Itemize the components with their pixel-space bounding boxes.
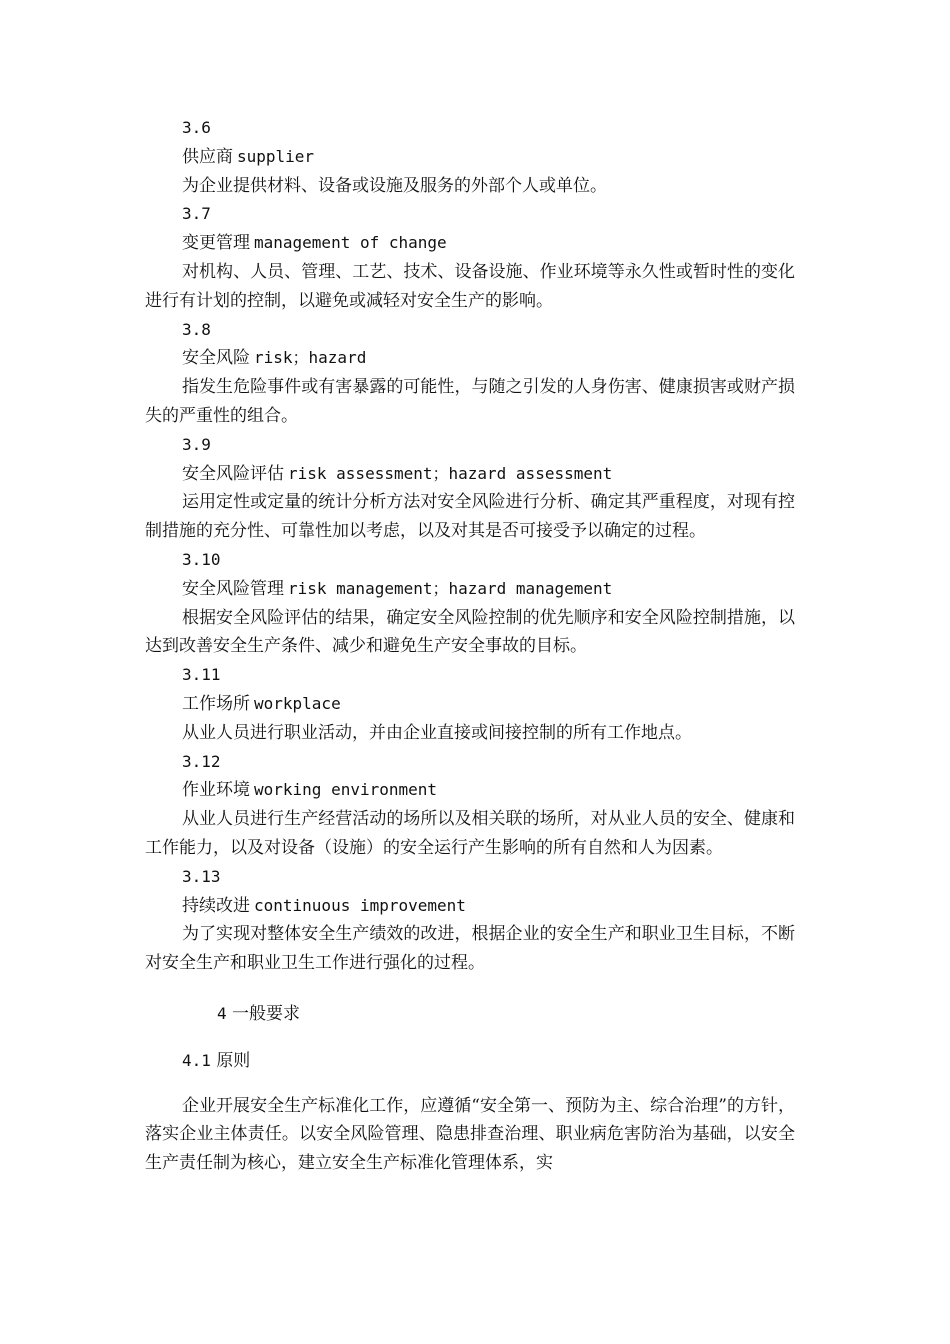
term-chinese: 作业环境 xyxy=(182,780,250,801)
term-definition: 根据安全风险评估的结果，确定安全风险控制的优先顺序和安全风险控制措施，以达到改善安全生产条件、减少和避免生产安全事故的目标。 xyxy=(145,607,795,657)
term-definition: 为企业提供材料、设备或设施及服务的外部个人或单位。 xyxy=(182,175,607,196)
term-entry xyxy=(145,661,795,747)
term-entry xyxy=(145,316,795,431)
term-english: working environment xyxy=(254,780,438,800)
term-chinese: 供应商 xyxy=(182,146,233,167)
term-english: management of change xyxy=(254,233,447,253)
term-heading xyxy=(145,143,795,172)
term-definition: 指发生危险事件或有害暴露的可能性，与随之引发的人身伤害、健康损害或财产损失的严重性的组合。 xyxy=(145,377,795,426)
term-english: workplace xyxy=(254,693,341,713)
term-english: risk assessment；hazard assessment xyxy=(288,463,613,483)
term-number: 3.8 xyxy=(182,319,211,339)
term-chinese: 安全风险 xyxy=(182,348,250,369)
term-definition: 从业人员进行职业活动，并由企业直接或间接控制的所有工作地点。 xyxy=(182,722,692,743)
term-entry xyxy=(145,546,795,661)
term-english: supplier xyxy=(237,146,315,166)
term-chinese: 安全风险管理 xyxy=(182,578,284,599)
term-heading xyxy=(145,892,795,921)
term-heading xyxy=(145,344,795,373)
term-definition: 从业人员进行生产经营活动的场所以及相关联的场所，对从业人员的安全、健康和工作能力，以及对设备（设施）的安全运行产生影响的所有自然和人为因素。 xyxy=(145,809,795,858)
term-english: continuous improvement xyxy=(254,895,466,915)
term-heading xyxy=(145,690,795,719)
term-number: 3.10 xyxy=(182,549,221,569)
term-chinese: 持续改进 xyxy=(182,895,250,916)
term-definition: 为了实现对整体安全生产绩效的改进，根据企业的安全生产和职业卫生目标，不断对安全生产和职业卫生工作进行强化的过程。 xyxy=(145,924,795,974)
term-english: risk；hazard xyxy=(254,348,367,368)
term-entry xyxy=(145,114,795,200)
term-entry xyxy=(145,748,795,863)
subsection-number: 4.1 xyxy=(182,1050,211,1070)
term-heading xyxy=(145,229,795,258)
term-definition: 运用定性或定量的统计分析方法对安全风险进行分析、确定其严重程度，对现有控制措施的充分性、可靠性加以考虑，以及对其是否可接受予以确定的过程。 xyxy=(145,492,795,542)
term-entry xyxy=(145,863,795,978)
term-number: 3.9 xyxy=(182,434,211,454)
term-chinese: 安全风险评估 xyxy=(182,463,284,484)
term-definition: 对机构、人员、管理、工艺、技术、设备设施、作业环境等永久性或暂时性的变化进行有计划的控制，以避免或减轻对安全生产的影响。 xyxy=(145,261,795,311)
subsection-title: 原则 xyxy=(216,1050,251,1071)
term-number: 3.12 xyxy=(182,751,221,771)
term-heading xyxy=(145,776,795,805)
term-number: 3.7 xyxy=(182,204,211,224)
body-paragraph: 企业开展安全生产标准化工作，应遵循“安全第一、预防为主、综合治理”的方针，落实企业主体责任。以安全风险管理、隐患排查治理、职业病危害防治为基础，以安全生产责任制为核心，建立安全生产标准化管理体系，实 xyxy=(145,1095,795,1174)
document-page xyxy=(145,114,795,1195)
term-heading xyxy=(145,575,795,604)
section-heading xyxy=(145,1000,795,1029)
term-number: 3.6 xyxy=(182,118,211,137)
section-title: 一般要求 xyxy=(232,1003,301,1024)
term-chinese: 变更管理 xyxy=(182,233,250,254)
term-heading xyxy=(145,460,795,489)
term-english: risk management；hazard management xyxy=(288,578,613,598)
term-entry xyxy=(145,431,795,546)
term-chinese: 工作场所 xyxy=(182,693,250,714)
term-number: 3.13 xyxy=(182,866,221,886)
term-number: 3.11 xyxy=(182,665,221,685)
term-entry xyxy=(145,200,795,315)
subsection-heading xyxy=(145,1047,795,1076)
section-number: 4 xyxy=(217,1003,227,1023)
